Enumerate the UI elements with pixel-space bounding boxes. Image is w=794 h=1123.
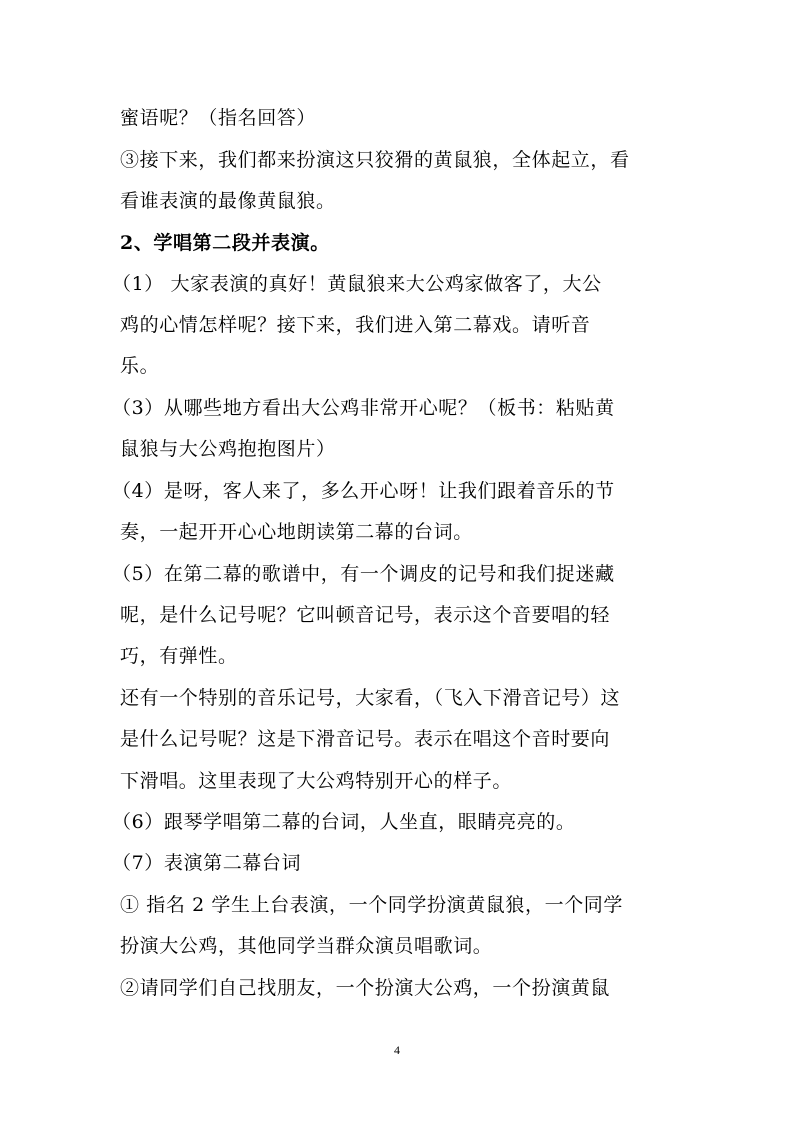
text-line: 扮演大公鸡，其他同学当群众演员唱歌词。: [120, 935, 493, 957]
text-line: ②请同学们自己找朋友，一个扮演大公鸡，一个扮演黄鼠: [120, 977, 611, 999]
text-line: （4）是呀，客人来了，多么开心呀！让我们跟着音乐的节: [112, 480, 615, 502]
text-line: 奏，一起开开心心地朗读第二幕的台词。: [120, 521, 473, 543]
text-line: 巧，有弹性。: [120, 645, 238, 667]
text-line: ① 指名 2 学生上台表演，一个同学扮演黄鼠狼，一个同学: [120, 894, 624, 916]
text-line: （3）从哪些地方看出大公鸡非常开心呢？（板书：粘贴黄: [112, 397, 615, 419]
text-line: 下滑唱。这里表现了大公鸡特别开心的样子。: [120, 770, 513, 792]
text-line: 乐。: [120, 355, 160, 377]
text-line: （1） 大家表演的真好！黄鼠狼来大公鸡家做客了，大公: [112, 273, 602, 295]
text-line: （5）在第二幕的歌谱中，有一个调皮的记号和我们捉迷藏: [112, 563, 615, 585]
text-line: 是什么记号呢？这是下滑音记号。表示在唱这个音时要向: [120, 728, 611, 750]
text-line: 鸡的心情怎样呢？接下来，我们进入第二幕戏。请听音: [120, 314, 591, 336]
text-line: 还有一个特别的音乐记号，大家看，（飞入下滑音记号）这: [120, 687, 621, 709]
section-heading: 2、学唱第二段并表演。: [120, 232, 330, 254]
text-line: （6）跟琴学唱第二幕的台词，人坐直，眼睛亮亮的。: [112, 811, 576, 833]
text-line: 看谁表演的最像黄鼠狼。: [120, 190, 336, 212]
text-line: （7）表演第二幕台词: [112, 852, 302, 874]
text-line: ③接下来，我们都来扮演这只狡猾的黄鼠狼，全体起立，看: [120, 149, 630, 171]
text-line: 呢，是什么记号呢？它叫顿音记号，表示这个音要唱的轻: [120, 604, 611, 626]
page-number: 4: [394, 1043, 400, 1057]
text-line: 鼠狼与大公鸡抱抱图片）: [120, 438, 336, 460]
text-line: 蜜语呢？（指名回答）: [120, 107, 317, 129]
